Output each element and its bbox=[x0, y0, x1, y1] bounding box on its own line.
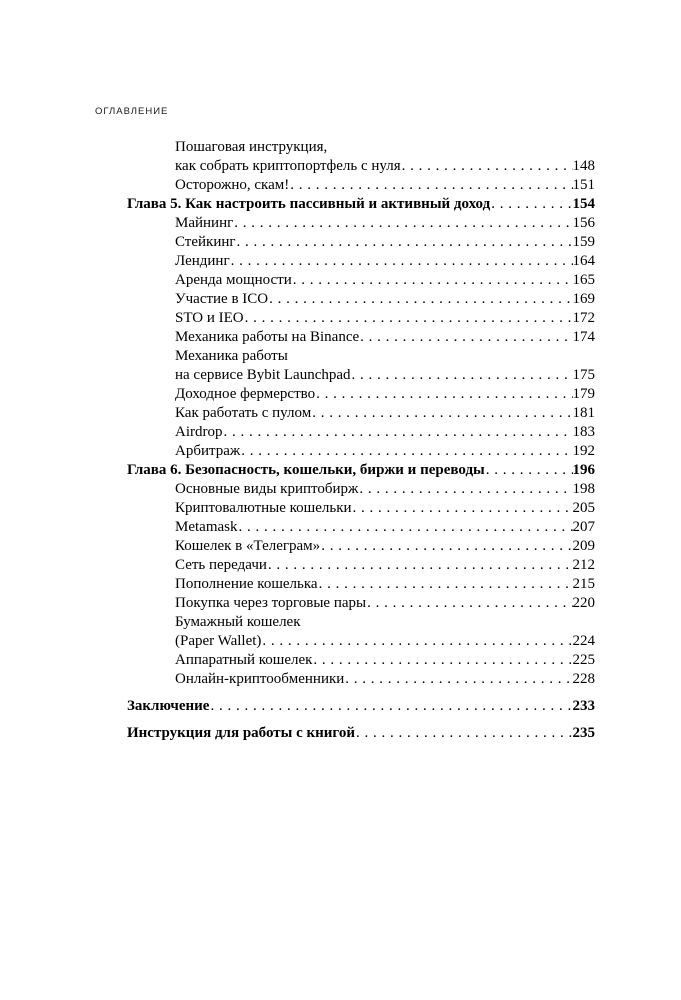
toc-entry-title: Как работать с пулом bbox=[175, 405, 312, 421]
dot-leader bbox=[318, 575, 573, 594]
toc-entry-title: Доходное фермерство bbox=[175, 386, 316, 402]
toc-entry-title: Глава 6. Безопасность, кошельки, биржи и переводы bbox=[127, 462, 485, 478]
toc-entry bbox=[127, 499, 595, 518]
toc-entry bbox=[127, 252, 595, 271]
toc-entry-title: на сервисе Bybit Launchpad bbox=[175, 367, 351, 383]
toc-entry-title: Механика работы bbox=[175, 348, 288, 364]
toc-entry-title: Осторожно, скам! bbox=[175, 177, 290, 193]
page-number: 235 bbox=[572, 725, 595, 741]
toc-entry bbox=[127, 613, 595, 632]
toc-entry-title: как собрать криптопортфель с нуля bbox=[175, 158, 401, 174]
dot-leader bbox=[366, 594, 572, 613]
toc-entry bbox=[127, 461, 595, 480]
toc-entry-title: Участие в ICO bbox=[175, 291, 269, 307]
dot-leader bbox=[359, 328, 572, 347]
toc-entry-title: Основные виды криптобирж bbox=[175, 481, 359, 497]
toc-entry bbox=[127, 651, 595, 670]
toc-entry bbox=[127, 195, 595, 214]
toc-entry bbox=[127, 309, 595, 328]
page-number: 165 bbox=[572, 272, 595, 288]
toc-entry bbox=[127, 347, 595, 366]
toc-entry-title: Аренда мощности bbox=[175, 272, 292, 288]
page-number: 183 bbox=[572, 424, 595, 440]
page-number: 198 bbox=[572, 481, 595, 497]
dot-leader bbox=[233, 214, 572, 233]
toc-entry-title: Metamask bbox=[175, 519, 238, 535]
toc-entry bbox=[127, 404, 595, 423]
page-number: 205 bbox=[572, 500, 595, 516]
running-header: ОГЛАВЛЕНИЕ bbox=[95, 106, 169, 117]
page-number: 169 bbox=[572, 291, 595, 307]
page-number: 159 bbox=[572, 234, 595, 250]
toc-entry bbox=[127, 271, 595, 290]
toc-entry bbox=[127, 233, 595, 252]
toc-entry bbox=[127, 176, 595, 195]
toc-entry bbox=[127, 632, 595, 651]
toc-entry bbox=[127, 556, 595, 575]
dot-leader bbox=[244, 309, 573, 328]
page-number: 175 bbox=[572, 367, 595, 383]
toc-entry bbox=[127, 670, 595, 689]
page-number: 154 bbox=[572, 196, 595, 212]
dot-leader bbox=[240, 442, 572, 461]
dot-leader bbox=[355, 724, 572, 743]
dot-leader bbox=[358, 480, 572, 499]
dot-leader bbox=[237, 518, 572, 537]
dot-leader bbox=[311, 404, 572, 423]
dot-leader bbox=[351, 366, 573, 385]
page-number: 209 bbox=[572, 538, 595, 554]
toc-entry-title: Кошелек в «Телеграм» bbox=[175, 538, 321, 554]
page-number: 151 bbox=[572, 177, 595, 193]
dot-leader bbox=[315, 385, 572, 404]
toc-entry-title: Лендинг bbox=[175, 253, 230, 269]
toc-entry bbox=[127, 328, 595, 347]
dot-leader bbox=[292, 271, 573, 290]
dot-leader bbox=[344, 670, 572, 689]
page-number: 225 bbox=[572, 652, 595, 668]
toc-entry-title: Стейкинг bbox=[175, 234, 236, 250]
page-number: 164 bbox=[572, 253, 595, 269]
page-number: 215 bbox=[572, 576, 595, 592]
toc-entry-title: Онлайн-криптообменники bbox=[175, 671, 345, 687]
toc-entry-title: Заключение bbox=[127, 698, 210, 714]
toc-entry-title: Сеть передачи bbox=[175, 557, 267, 573]
toc-entry-title: Airdrop bbox=[175, 424, 223, 440]
page-number: 233 bbox=[572, 698, 595, 714]
toc-entry-title: Глава 5. Как настроить пассивный и активный доход bbox=[127, 196, 491, 212]
toc-entry-title: Механика работы на Binance bbox=[175, 329, 360, 345]
toc-entry bbox=[127, 697, 595, 716]
dot-leader bbox=[485, 461, 573, 480]
toc-entry-title: STO и IEO bbox=[175, 310, 244, 326]
dot-leader bbox=[230, 252, 573, 271]
toc-entry-title: Бумажный кошелек bbox=[175, 614, 301, 630]
dot-leader bbox=[268, 290, 572, 309]
page-number: 174 bbox=[572, 329, 595, 345]
dot-leader bbox=[261, 632, 572, 651]
page-number: 172 bbox=[572, 310, 595, 326]
toc-entry bbox=[127, 594, 595, 613]
toc-entry-title: Пополнение кошелька bbox=[175, 576, 318, 592]
page-number: 224 bbox=[572, 633, 595, 649]
toc-entry bbox=[127, 724, 595, 743]
dot-leader bbox=[223, 423, 573, 442]
dot-leader bbox=[289, 176, 572, 195]
page-number: 179 bbox=[572, 386, 595, 402]
dot-leader bbox=[352, 499, 573, 518]
toc-entry bbox=[127, 366, 595, 385]
page-number: 192 bbox=[572, 443, 595, 459]
toc-entry-title: Криптовалютные кошельки bbox=[175, 500, 352, 516]
dot-leader bbox=[401, 157, 573, 176]
page-number: 228 bbox=[572, 671, 595, 687]
dot-leader bbox=[267, 556, 573, 575]
toc-entry bbox=[127, 157, 595, 176]
toc-entry-title: Покупка через торговые пары bbox=[175, 595, 367, 611]
page-number: 196 bbox=[572, 462, 595, 478]
page-number: 148 bbox=[572, 158, 595, 174]
dot-leader bbox=[312, 651, 572, 670]
toc-entry bbox=[127, 214, 595, 233]
toc-entry bbox=[127, 442, 595, 461]
toc-entry-title: Инструкция для работы с книгой bbox=[127, 725, 356, 741]
dot-leader bbox=[209, 697, 572, 716]
page-number: 207 bbox=[572, 519, 595, 535]
toc-entry bbox=[127, 575, 595, 594]
dot-leader bbox=[320, 537, 572, 556]
toc-entry-title: Арбитраж bbox=[175, 443, 241, 459]
toc-entry bbox=[127, 290, 595, 309]
toc-entry bbox=[127, 537, 595, 556]
page-number: 220 bbox=[572, 595, 595, 611]
toc-entry bbox=[127, 480, 595, 499]
page-number: 156 bbox=[572, 215, 595, 231]
toc-entry bbox=[127, 518, 595, 537]
page-number: 181 bbox=[572, 405, 595, 421]
dot-leader bbox=[490, 195, 572, 214]
toc-list bbox=[127, 138, 595, 743]
toc-entry-title: Пошаговая инструкция, bbox=[175, 139, 328, 155]
toc-entry bbox=[127, 423, 595, 442]
toc-entry-title: (Paper Wallet) bbox=[175, 633, 262, 649]
toc-entry bbox=[127, 385, 595, 404]
toc-entry bbox=[127, 138, 595, 157]
toc-entry-title: Майнинг bbox=[175, 215, 234, 231]
dot-leader bbox=[236, 233, 573, 252]
toc-entry-title: Аппаратный кошелек bbox=[175, 652, 313, 668]
page-number: 212 bbox=[572, 557, 595, 573]
